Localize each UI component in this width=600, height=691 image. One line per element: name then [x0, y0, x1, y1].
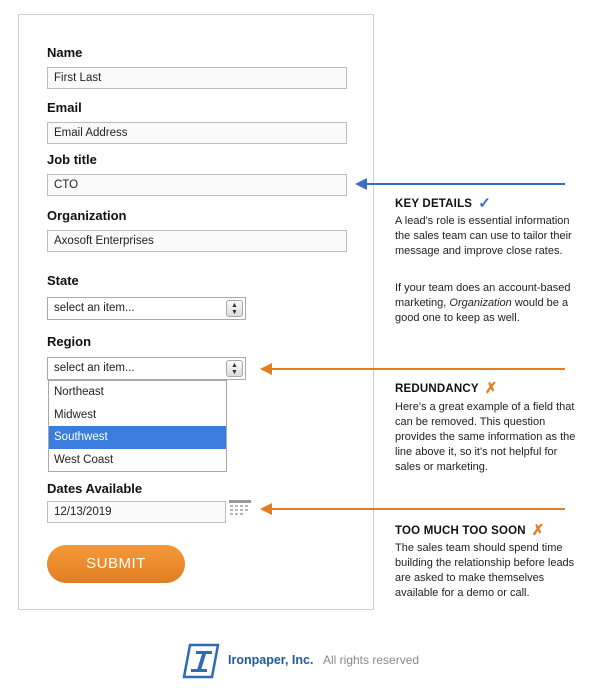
- too-much-arrow-icon: [260, 502, 565, 516]
- region-select-value: select an item...: [54, 362, 135, 374]
- check-icon: ✓: [478, 195, 491, 212]
- too-much-body: The sales team should spend time building the relationship before leads are asked to make themselves available for a demo or call.: [395, 542, 575, 599]
- too-much-title: TOO MUCH TOO SOON ✗: [395, 522, 545, 539]
- region-stepper-icon[interactable]: ▲ ▼: [226, 360, 243, 377]
- name-label: Name: [47, 45, 83, 60]
- job-title-label: Job title: [47, 152, 97, 167]
- redundancy-title: REDUNDANCY ✗: [395, 380, 498, 397]
- email-label: Email: [47, 100, 82, 115]
- region-option-southwest[interactable]: Southwest: [49, 426, 226, 449]
- redundancy-arrow-icon: [260, 362, 565, 376]
- ironpaper-logo-icon: [182, 643, 220, 679]
- key-details-body-2: If your team does an account-based marketing, Organization would be a good one to keep as well.: [395, 282, 571, 324]
- organization-field[interactable]: Axosoft Enterprises: [47, 230, 347, 252]
- dates-field[interactable]: 12/13/2019: [47, 501, 226, 523]
- calendar-icon[interactable]: [229, 500, 251, 517]
- state-label: State: [47, 273, 79, 288]
- x-mark-icon: ✗: [484, 380, 498, 397]
- region-label: Region: [47, 334, 92, 349]
- key-details-arrow-icon: [355, 177, 565, 191]
- organization-label: Organization: [47, 208, 127, 223]
- x-mark-icon: ✗: [531, 522, 545, 539]
- region-option-midwest[interactable]: Midwest: [54, 408, 97, 421]
- state-select-value: select an item...: [54, 302, 135, 314]
- region-option-west-coast[interactable]: West Coast: [54, 453, 114, 466]
- region-dropdown: [48, 380, 227, 472]
- footer-company: Ironpaper, Inc.: [228, 653, 314, 667]
- submit-button[interactable]: SUBMIT: [47, 545, 185, 583]
- name-field[interactable]: First Last: [47, 67, 347, 89]
- redundancy-body: Here's a great example of a field that can be removed. This question provides the same information as the line above it, so it's not helpful for sales or marketing.: [395, 401, 576, 473]
- key-details-body: A lead's role is essential information the sales team can use to tailor their message and improve close rates.: [395, 215, 572, 257]
- state-select[interactable]: [47, 297, 246, 320]
- email-field[interactable]: Email Address: [47, 122, 347, 144]
- job-title-field[interactable]: CTO: [47, 174, 347, 196]
- footer-rights: All rights reserved: [323, 653, 420, 667]
- footer: [182, 643, 442, 681]
- dates-label: Dates Available: [47, 481, 143, 496]
- state-stepper-icon[interactable]: ▲ ▼: [226, 300, 243, 317]
- region-option-northeast[interactable]: Northeast: [54, 386, 104, 398]
- region-select[interactable]: [47, 357, 246, 380]
- key-details-title: KEY DETAILS ✓: [395, 195, 491, 212]
